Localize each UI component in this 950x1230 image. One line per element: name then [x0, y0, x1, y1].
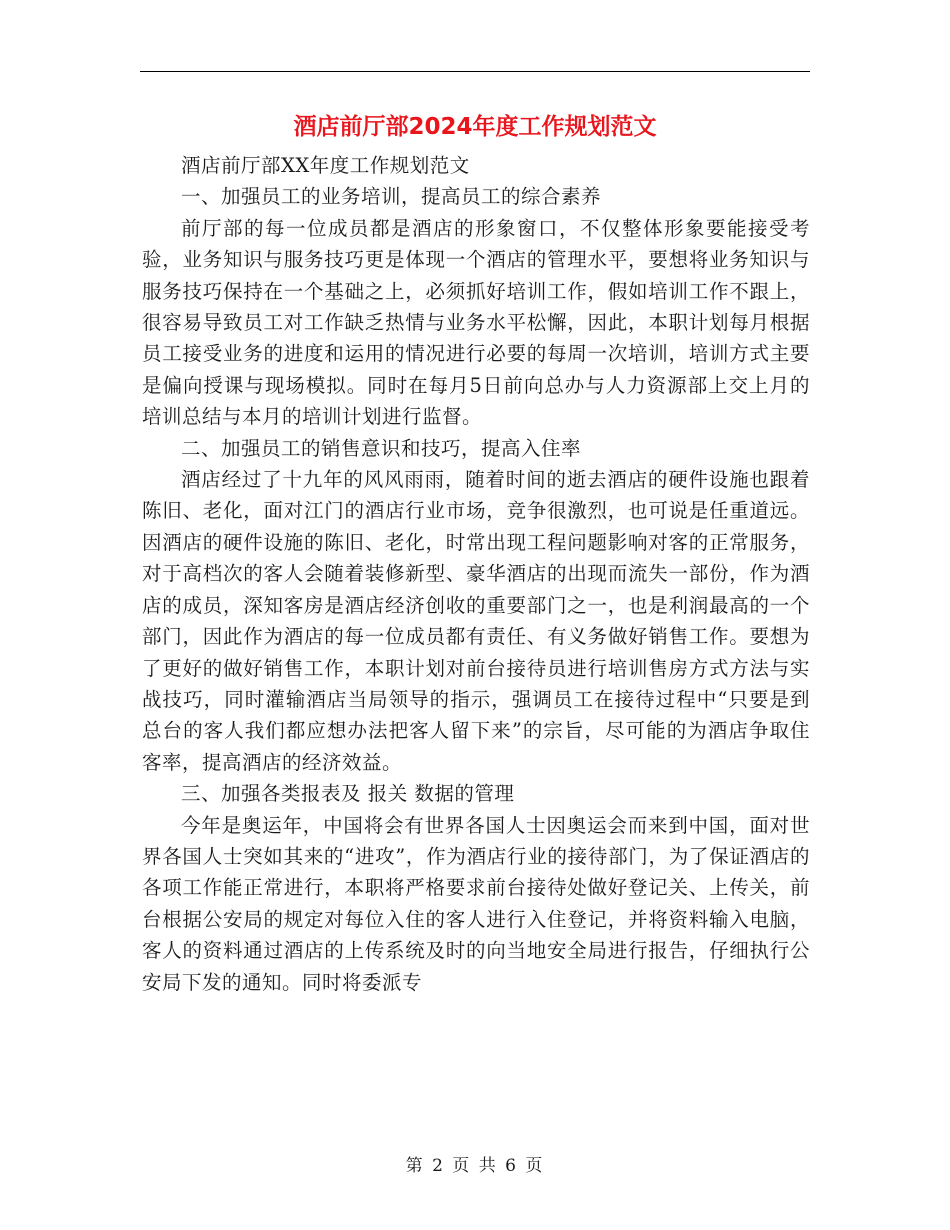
document-title: 酒店前厅部2024年度工作规划范文 [293, 114, 657, 140]
page-number-footer: 第 2 页 共 6 页 [405, 1156, 545, 1176]
header-rule [140, 71, 810, 72]
body-paragraph: 今年是奥运年，中国将会有世界各国人士因奥运会而来到中国，面对世界各国人士突如其来的“进攻”，作为酒店行业的接待部门，为了保证酒店的各项工作能正常进行，本职将严格要求前台接待处做好登记关、上传关，前台根据公安局的规定对每位入住的客人进行入住登记，并将资料输入电脑，客人的资料通过酒店的上传系统及时的向当地安全局进行报告，仔细执行公安局下发的通知。同时将委派专 [142, 813, 810, 994]
section-heading-3: 三、加强各类报表及 报关 数据的管理 [181, 782, 515, 806]
section-heading-2: 二、加强员工的销售意识和技巧，提高入住率 [181, 436, 582, 460]
body-paragraph: 酒店经过了十九年的风风雨雨，随着时间的逝去酒店的硬件设施也跟着陈旧、老化，面对江门的酒店行业市场，竞争很激烈，也可说是任重道远。因酒店的硬件设施的陈旧、老化，时常出现工程问题影响对客的正常服务，对于高档次的客人会随着装修新型、豪华酒店的出现而流失一部份，作为酒店的成员，深知客房是酒店经济创收的重要部门之一，也是利润最高的一个部门，因此作为酒店的每一位成员都有责任、有义务做好销售工作。要想为了更好的做好销售工作，本职计划对前台接待员进行培训售房方式方法与实战技巧，同时灌输酒店当局领导的指示，强调员工在接待过程中“只要是到总台的客人我们都应想办法把客人留下来”的宗旨，尽可能的为酒店争取住客率，提高酒店的经济效益。 [142, 468, 810, 774]
subtitle-paragraph: 酒店前厅部XX年度工作规划范文 [181, 154, 470, 177]
section-heading-1: 一、加强员工的业务培训，提高员工的综合素养 [181, 185, 602, 209]
body-paragraph: 前厅部的每一位成员都是酒店的形象窗口，不仅整体形象要能接受考验，业务知识与服务技巧更是体现一个酒店的管理水平，要想将业务知识与服务技巧保持在一个基础之上，必须抓好培训工作，假如培训工作不跟上，很容易导致员工对工作缺乏热情与业务水平松懈，因此，本职计划每月根据员工接受业务的进度和运用的情况进行必要的每周一次培训，培训方式主要是偏向授课与现场模拟。同时在每月5日前向总办与人力资源部上交上月的培训总结与本月的培训计划进行监督。 [142, 216, 810, 429]
document-body [142, 150, 810, 998]
